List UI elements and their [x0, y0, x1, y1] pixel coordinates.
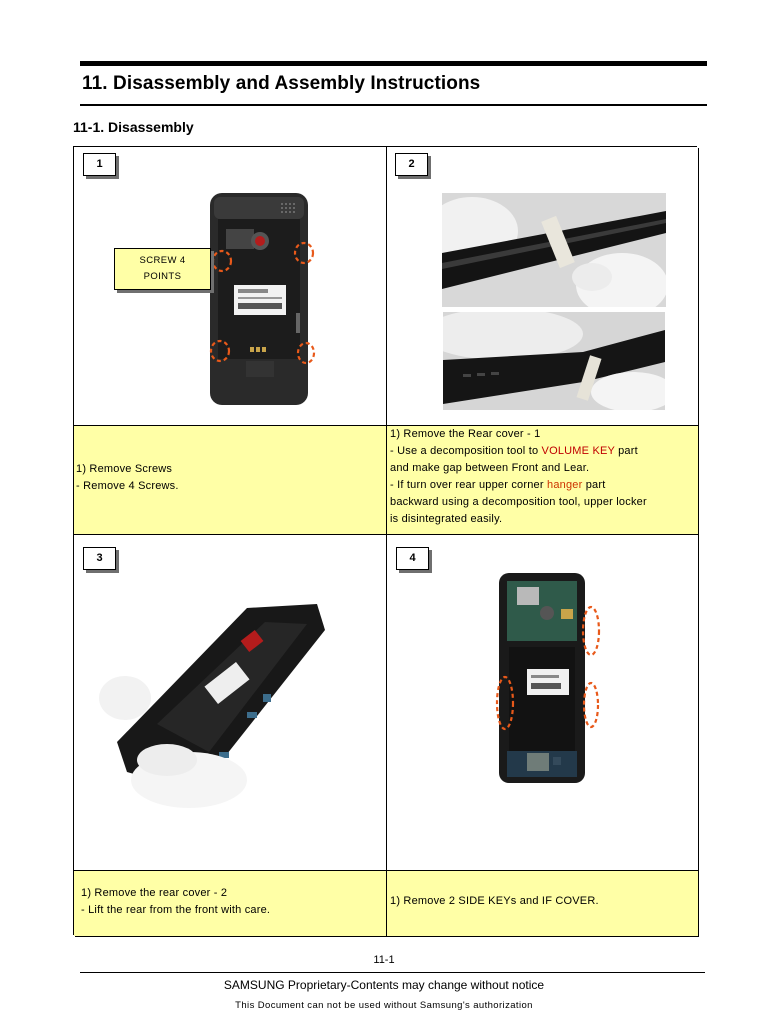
footer-notice: SAMSUNG Proprietary-Contents may change without notice [223, 978, 545, 992]
step-4-image-cell [387, 535, 698, 871]
title-underline [80, 104, 707, 106]
step-1-caption: 1) Remove Screws - Remove 4 Screws. [76, 463, 179, 492]
footer-authorization: This Document can not be used without Samsung's authorization [235, 1000, 533, 1011]
step-1-number: 1 [83, 153, 116, 176]
step-3-caption-cell [74, 871, 387, 936]
footer-rule [80, 972, 705, 973]
lift-rear-cover-photo [97, 602, 357, 810]
step-4-caption: 1) Remove 2 SIDE KEYs and IF COVER. [390, 895, 599, 907]
hanger-highlight: hanger [547, 479, 583, 491]
page-number: 11-1 [373, 954, 395, 966]
phone-back-photo [190, 187, 320, 407]
step-2-image-cell [387, 147, 698, 426]
step-1-caption-cell [74, 426, 387, 535]
step-3-caption: 1) Remove the rear cover - 2 - Lift the rear from the front with care. [81, 887, 271, 916]
volume-key-highlight: VOLUME KEY [541, 445, 615, 457]
step-2-number: 2 [395, 153, 428, 176]
top-rule [80, 61, 707, 66]
page-title: 11. Disassembly and Assembly Instructions [82, 73, 481, 94]
screw-points-callout: SCREW 4 POINTS [114, 248, 211, 290]
step-2-caption: 1) Remove the Rear cover - 1 - Use a decomposition tool to VOLUME KEY part and make gap between Front and Lear. - If turn over rear upper corner hanger part backward using a decomposition tool, upper locker is disintegrated easily. [390, 428, 647, 525]
rear-cover-photo-top [442, 193, 666, 307]
step-3-image-cell [74, 535, 387, 871]
rear-cover-photo-bottom [443, 312, 665, 410]
step-2-caption-cell [387, 426, 698, 535]
side-keys-photo [457, 565, 621, 789]
step-3-number: 3 [83, 547, 116, 570]
step-4-number: 4 [396, 547, 429, 570]
step-4-caption-cell [387, 871, 698, 936]
section-title: 11-1. Disassembly [73, 119, 194, 135]
